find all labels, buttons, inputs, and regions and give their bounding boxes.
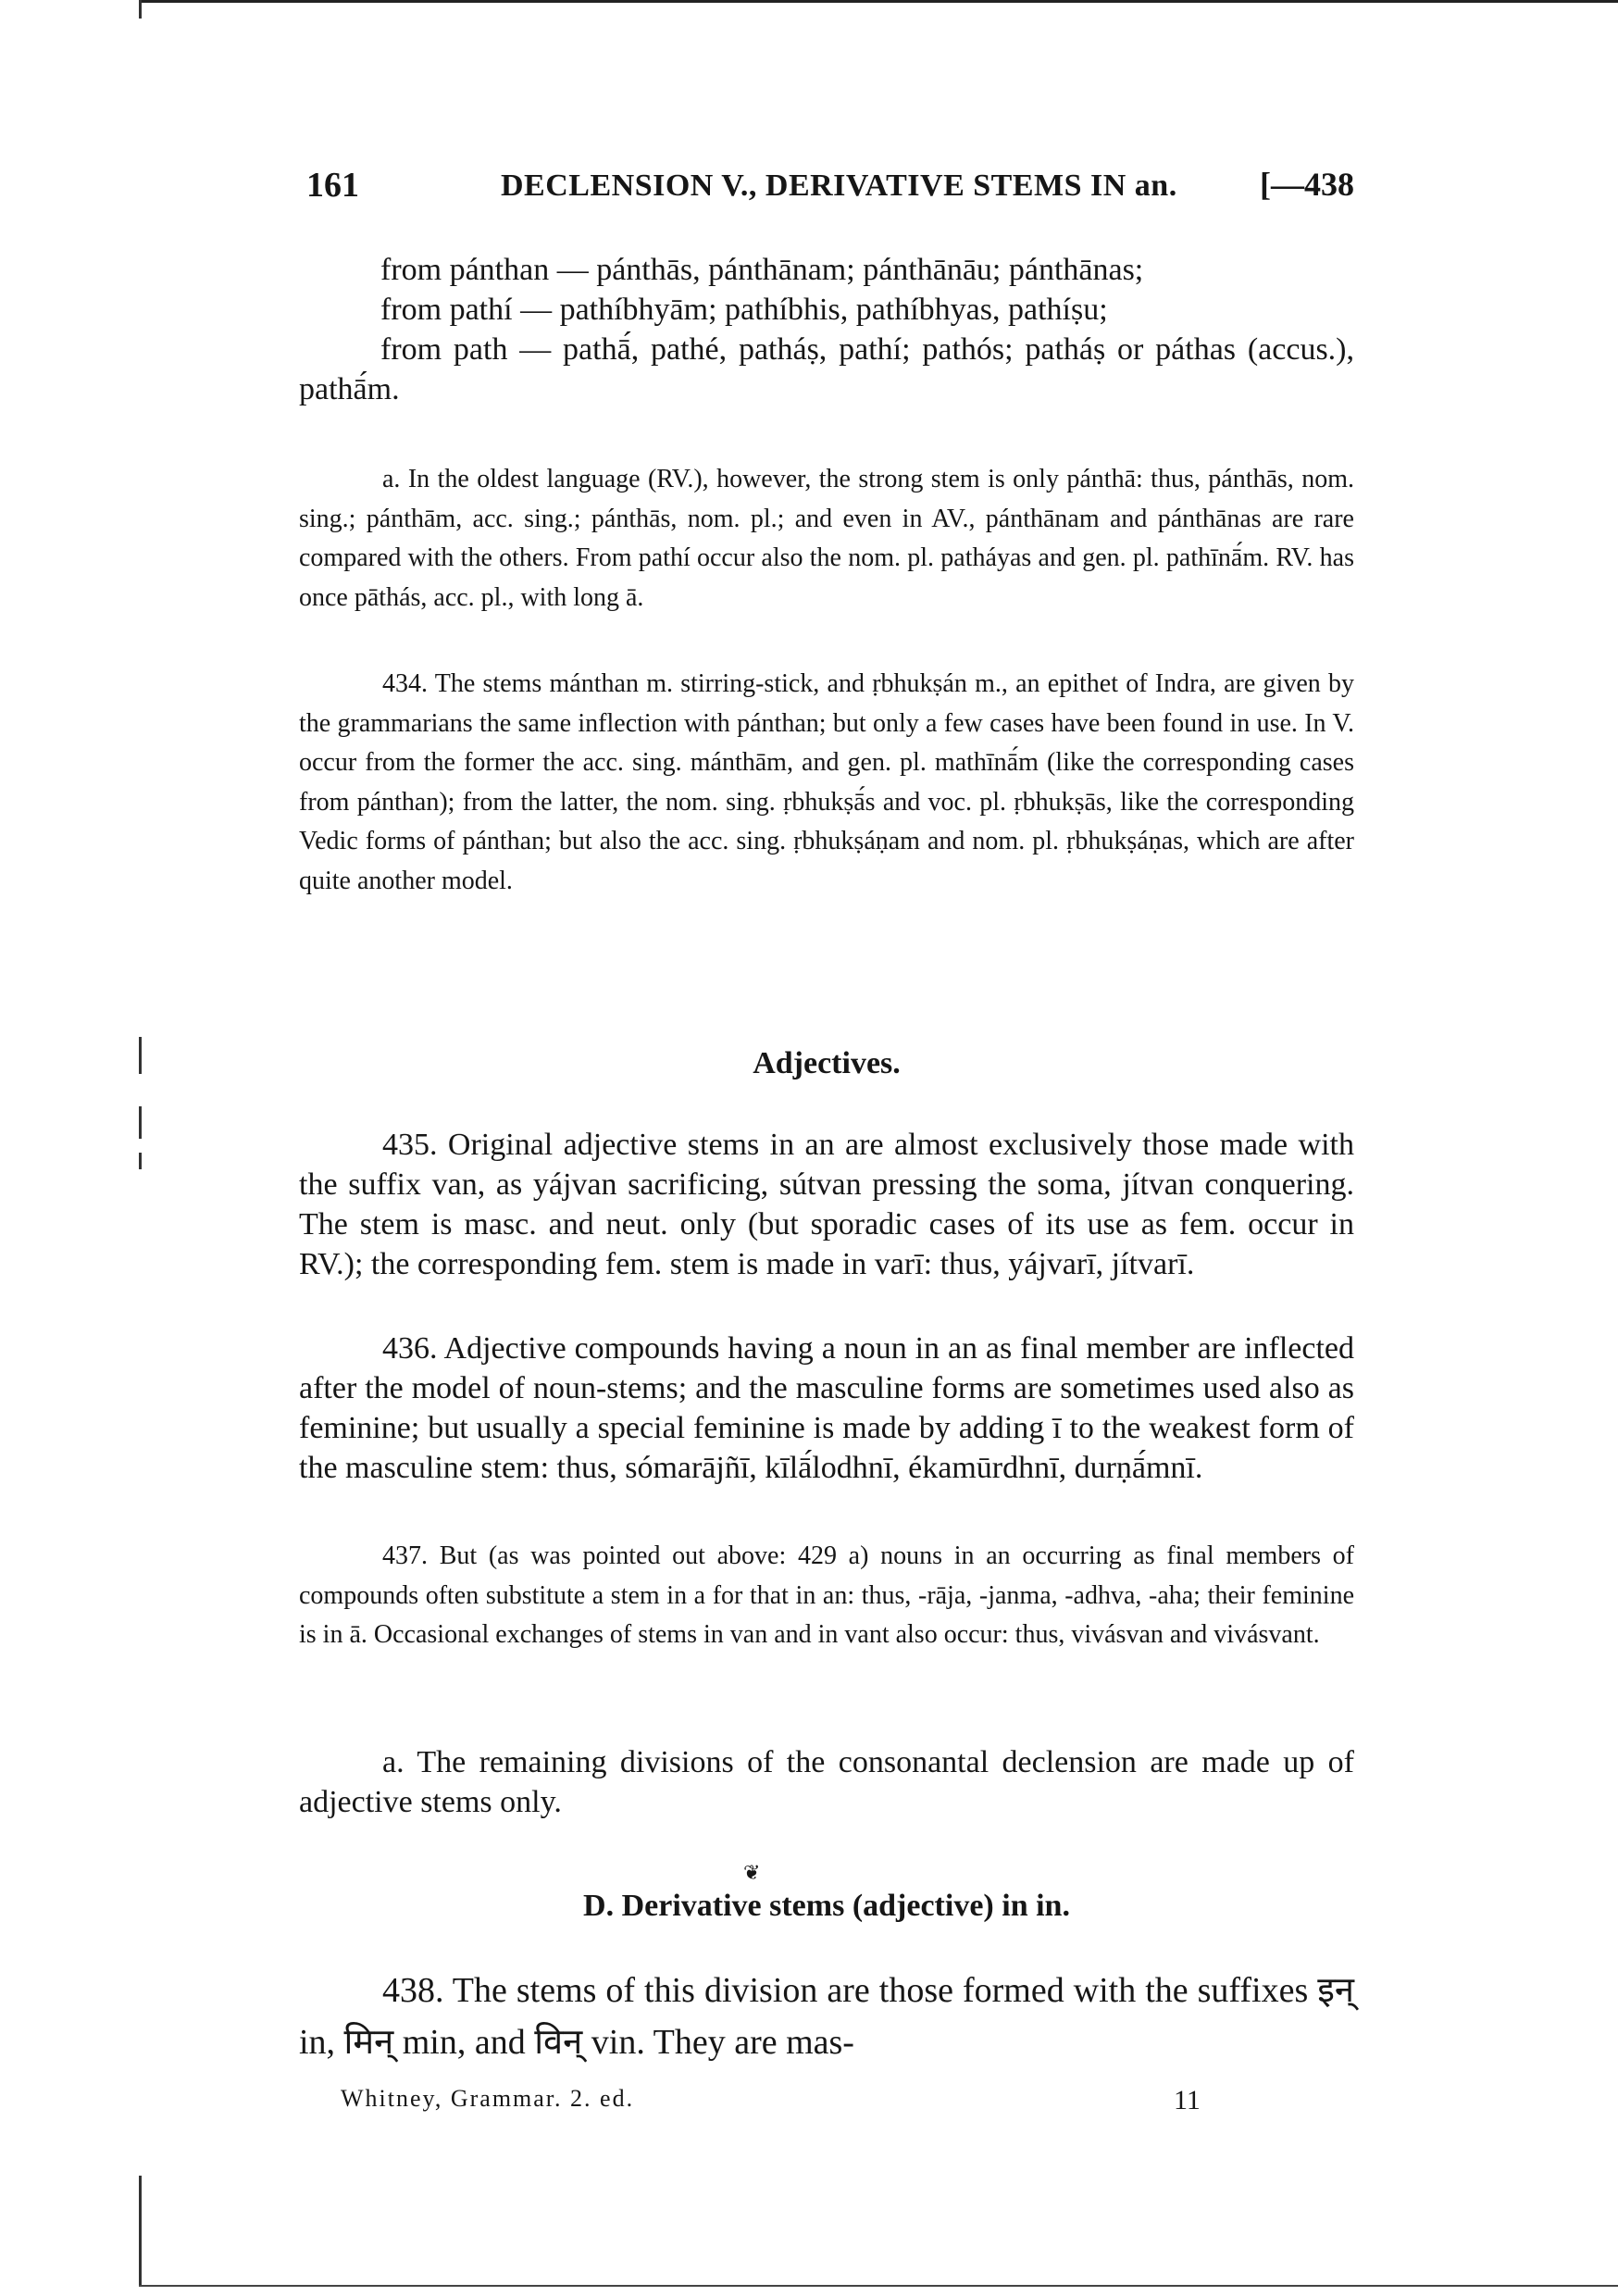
scan-left-mark: [139, 1106, 142, 1139]
paradigm-line-panthan: from pánthan — pánthās, pánthānam; pánthānāu; pánthānas;: [380, 253, 1144, 287]
section-heading-D: D. Derivative stems (adjective) in in.: [583, 1889, 1070, 1923]
paragraph-437a: a. The remaining divisions of the consonantal declension are made up of adjective stems only.: [299, 1745, 1354, 1819]
paragraph-438: 438. The stems of this division are those formed with the suffixes इन् in, मिन् min, and विन् vin. They are mas-: [299, 1971, 1354, 2062]
paradigm-line-path: from path — pathā́, pathé, patháṣ, pathí; pathós; patháṣ or páthas (accus.), pathā́m.: [299, 332, 1354, 406]
paradigm-line-pathi: from pathí — pathíbhyām; pathíbhis, pathíbhyas, pathíṣu;: [380, 293, 1108, 327]
paragraph-434: 434. The stems mánthan m. stirring-stick, and ṛbhukṣán m., an epithet of Indra, are given by the grammarians the same inflection with pánthan; but only a few cases have been found in use. In V. occur from the former the acc. sing. mánthām, and gen. pl. mathīnā́m (like the corresponding cases from pánthan); from the latter, the nom. sing. ṛbhukṣā́s and voc. pl. ṛbhukṣās, like the corresponding Vedic forms of pánthan; but also the acc. sing. ṛbhukṣáṇam and nom. pl. ṛbhukṣáṇas, which are after quite another model.: [299, 669, 1354, 895]
paragraph-437: 437. But (as was pointed out above: 429 a) nouns in an occurring as final members of compounds often substitute a stem in a for that in an: thus, -rāja, -janma, -adhva, -aha; their feminine is in ā. Occasional exchanges of stems in van and in vant also occur: thus, vivásvan and vivásvant.: [299, 1541, 1354, 1649]
scan-left-mark: [139, 1037, 142, 1074]
page-number: 161: [306, 166, 359, 205]
footer-signature: Whitney, Grammar. 2. ed.: [341, 2085, 635, 2112]
section-reference: [—438: [1260, 166, 1354, 203]
scan-bottom-edge: [139, 2285, 1618, 2287]
paragraph-433a: a. In the oldest language (RV.), however, the strong stem is only pánthā: thus, pánthās, nom. sing.; pánthām, acc. sing.; pánthās, nom. pl.; and even in AV., pánthānam and pánthānas are rare compared with the others. From pathí occur also the nom. pl. patháyas and gen. pl. pathīnā́m. RV. has once pāthás, acc. pl., with long ā.: [299, 465, 1354, 612]
running-header: [299, 165, 1354, 211]
paradigm-block: [299, 250, 1354, 409]
scan-top-edge: [139, 0, 1618, 3]
paragraph-435: 435. Original adjective stems in an are almost exclusively those made with the suffix van, as yájvan sacrificing, sútvan pressing the soma, jítvan conquering. The stem is masc. and neut. only (but sporadic cases of its use as fem. occur in RV.); the corresponding fem. stem is made in varī: thus, yájvarī, jítvarī.: [299, 1128, 1354, 1281]
scan-left-mark: [139, 1153, 142, 1169]
running-title: DECLENSION V., DERIVATIVE STEMS IN an.: [501, 168, 1177, 203]
paragraph-436: 436. Adjective compounds having a noun in an as final member are inflected after the model of noun-stems; and the masculine forms are sometimes used also as feminine; but usually a special feminine is made by adding ī to the weakest form of the masculine stem: thus, sómarājñī, kīlā́lodhnī, ékamūrdhnī, durṇā́mnī.: [299, 1331, 1354, 1485]
footer-sheet-number: 11: [1174, 2085, 1201, 2115]
printer-mark-icon: ❦: [743, 1861, 761, 1884]
section-heading-adjectives: Adjectives.: [753, 1046, 901, 1080]
scan-left-mark: [139, 0, 142, 19]
scan-left-mark: [139, 2176, 142, 2285]
